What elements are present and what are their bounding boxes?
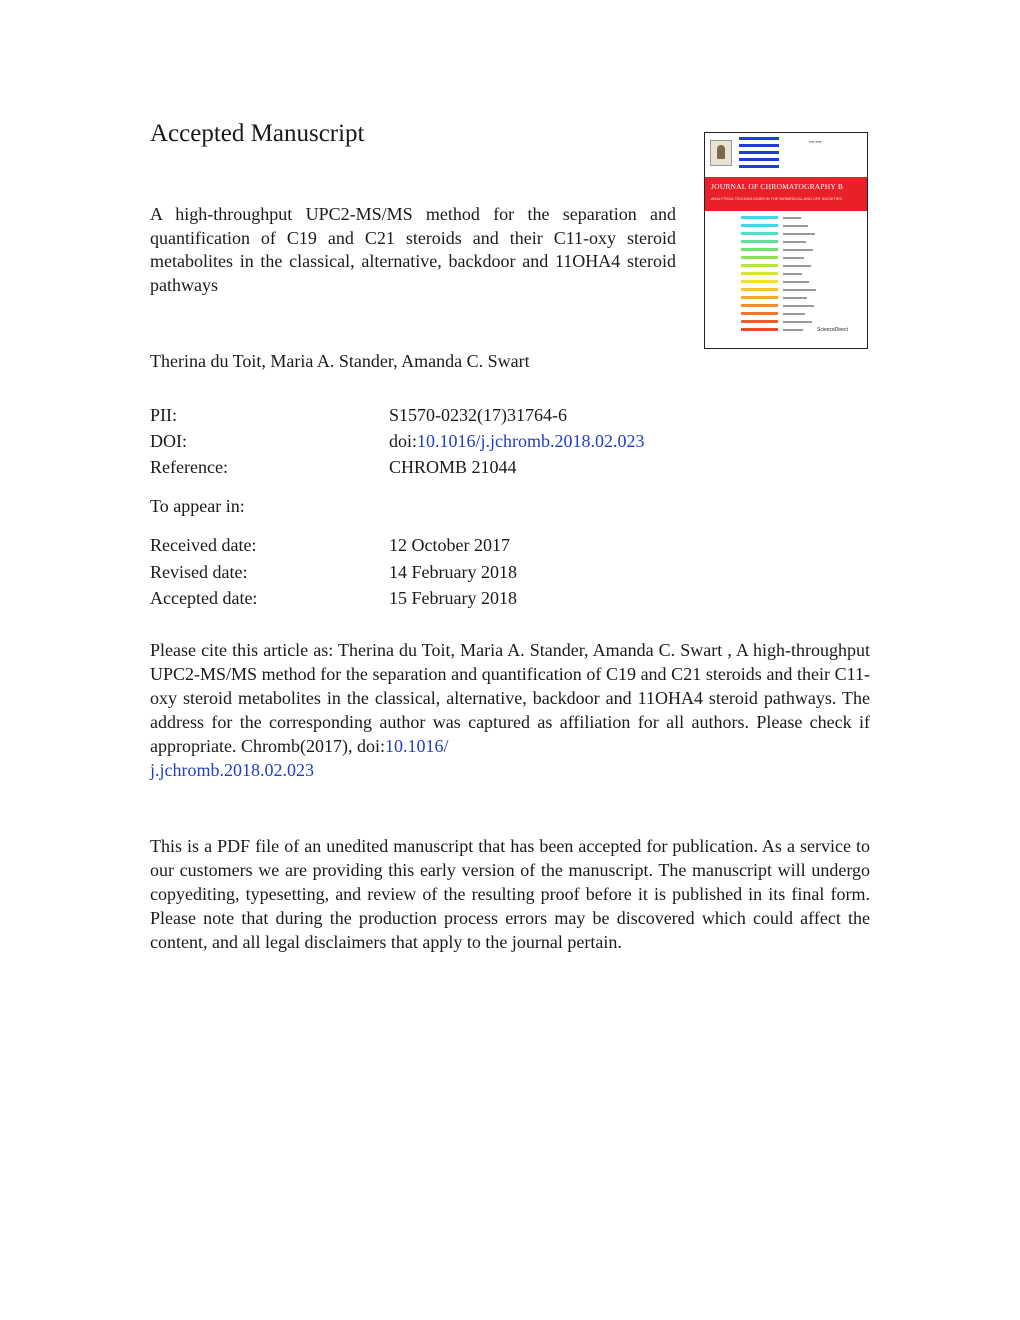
- article-title: A high-throughput UPC2-MS/MS method for the separation and quantification of C19 and C21 steroids and their C11-oxy steroid metabolites in the classical, alternative, backdoor and 11OHA4 steroid pathways: [150, 204, 676, 295]
- cover-blue-bar: [739, 165, 779, 168]
- journal-cover: [704, 132, 868, 349]
- doi-label: DOI:: [150, 431, 187, 451]
- cover-blue-bar: [739, 144, 779, 147]
- cover-text-line: [783, 297, 807, 299]
- authors: Therina du Toit, Maria A. Stander, Amanda C. Swart: [150, 351, 530, 371]
- revised-value: 14 February 2018: [389, 562, 517, 582]
- reference-label: Reference:: [150, 457, 228, 477]
- cover-text-line: [783, 273, 802, 275]
- cover-stripe: [741, 296, 778, 299]
- sciencedirect-logo: ScienceDirect: [817, 327, 848, 333]
- cover-stripe: [741, 312, 778, 315]
- cover-stripe: [741, 280, 778, 283]
- accepted-value: 15 February 2018: [389, 588, 517, 608]
- cover-stripe: [741, 224, 778, 227]
- cover-text-line: [783, 329, 803, 331]
- appear-label: To appear in:: [150, 496, 245, 516]
- cover-text-line: [783, 305, 814, 307]
- accepted-label: Accepted date:: [150, 588, 258, 608]
- cover-text-line: [783, 249, 813, 251]
- citation-doi-link-part2[interactable]: j.jchromb.2018.02.023: [150, 760, 314, 780]
- cover-text-line: [783, 281, 809, 283]
- cover-stripe: [741, 328, 778, 331]
- citation-paragraph: [150, 638, 870, 782]
- cover-stripe: [741, 232, 778, 235]
- pii-value: S1570-0232(17)31764-6: [389, 405, 567, 425]
- cover-stripe: [741, 248, 778, 251]
- cover-text-line: [783, 217, 801, 219]
- cover-blue-bar: [739, 151, 779, 154]
- cover-stripe: [741, 256, 778, 259]
- reference-value: CHROMB 21044: [389, 457, 517, 477]
- cover-title-band: [705, 177, 867, 211]
- disclaimer-paragraph: This is a PDF file of an unedited manuscript that has been accepted for publication. As a service to our customers we are providing this early version of the manuscript. The manuscript will undergo copyediting, typesetting, and review of the resulting proof before it is published in its final form. Please note that during the production process errors may be discovered which could affect the content, and all legal disclaimers that apply to the journal pertain.: [150, 836, 870, 952]
- cover-journal-title: JOURNAL OF CHROMATOGRAPHY B: [711, 182, 844, 191]
- cover-stripe: [741, 288, 778, 291]
- cover-journal-subtitle: ANALYTICAL TECHNOLOGIES IN THE BIOMEDICAL AND LIFE SOCIETIES: [711, 197, 842, 201]
- cover-text-line: [783, 233, 815, 235]
- cover-text-line: [783, 265, 811, 267]
- received-value: 12 October 2017: [389, 535, 510, 555]
- cover-text-line: [783, 321, 812, 323]
- cover-stripe: [741, 304, 778, 307]
- citation-doi-link-part1[interactable]: 10.1016/: [384, 736, 449, 756]
- cover-text-line: [783, 313, 805, 315]
- cover-stripe: [741, 320, 778, 323]
- cover-text-line: [783, 241, 806, 243]
- cover-text-line: [783, 289, 816, 291]
- cover-blue-bar: [739, 158, 779, 161]
- cover-stripe: [741, 272, 778, 275]
- received-label: Received date:: [150, 535, 257, 555]
- cover-stripe: [741, 216, 778, 219]
- cover-blue-bar: [739, 137, 779, 140]
- pii-label: PII:: [150, 405, 177, 425]
- cover-text-line: [783, 257, 804, 259]
- cover-stripe: [741, 240, 778, 243]
- cover-issn-text: ▪▪▪▪-▪▪▪▪: [809, 139, 822, 144]
- citation-text: Please cite this article as: Therina du Toit, Maria A. Stander, Amanda C. Swart , A high-throughput UPC2-MS/MS method for the separation and quantification of C19 and C21 steroids and their C11-oxy steroid metabolites in the classical, alternative, backdoor and 11OHA4 steroid pathways. The address for the corresponding author was captured as affiliation for all authors. Please check if appropriate. Chromb(2017), doi:: [150, 640, 870, 756]
- cover-text-line: [783, 225, 808, 227]
- elsevier-tree-icon: [710, 140, 732, 166]
- doi-prefix: doi:: [389, 431, 418, 451]
- page-heading: Accepted Manuscript: [150, 120, 365, 147]
- doi-value: [389, 429, 645, 453]
- revised-label: Revised date:: [150, 562, 248, 582]
- cover-stripe: [741, 264, 778, 267]
- doi-link[interactable]: 10.1016/j.jchromb.2018.02.023: [417, 431, 645, 451]
